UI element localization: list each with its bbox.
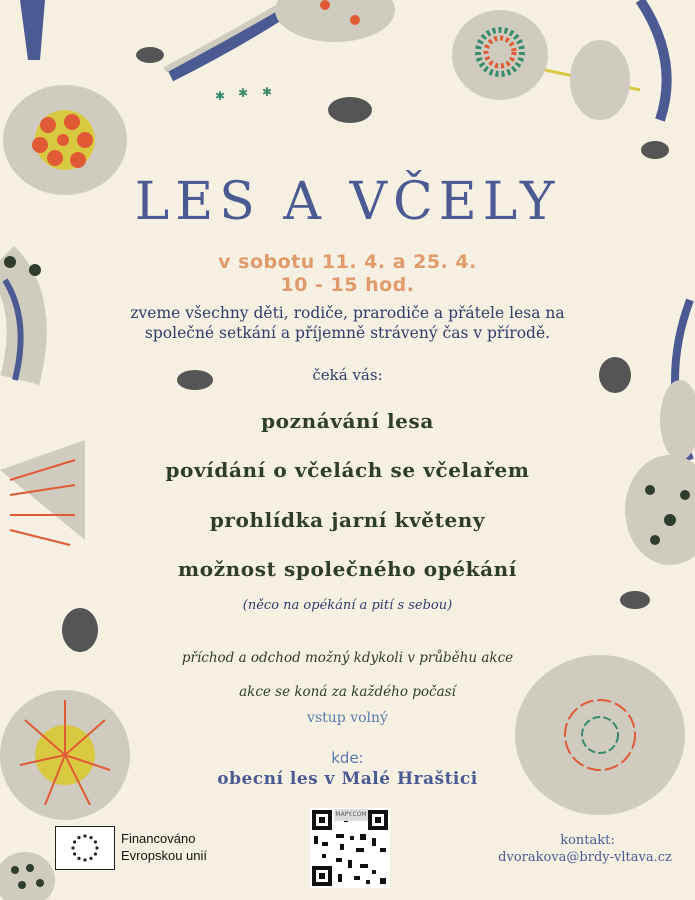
location-label: kde: [331, 749, 364, 767]
eu-funding-line-2: Evropskou unií [121, 848, 207, 863]
seed-pod-top [275, 0, 395, 42]
invitation-line-2: společné setkání a příjemně strávený čas v přírodě. [144, 324, 551, 342]
eu-funding-line-1: Financováno [121, 831, 196, 846]
svg-text:✱: ✱ [238, 86, 249, 100]
location-name: obecní les v Malé Hraštici [217, 769, 478, 789]
activity-item: možnost společného opékání [178, 557, 517, 581]
small-stars [215, 85, 272, 103]
event-time: 10 - 15 hod. [280, 274, 415, 296]
eu-flag-icon [55, 826, 115, 870]
top-left-stem [20, 0, 45, 60]
invitation-line-1: zveme všechny děti, rodiče, prarodiče a přátele lesa na [130, 304, 565, 322]
poster-title: LES A VČELY [134, 172, 561, 232]
arrival-note: příchod a odchod možný kdykoli v průběhu akce [181, 650, 514, 666]
qr-badge: MAPY.COM [334, 809, 368, 821]
flower-bottom-right [515, 655, 685, 815]
svg-text:✱: ✱ [215, 89, 226, 103]
dots-bottom-left [0, 852, 55, 900]
event-dates: v sobotu 11. 4. a 25. 4. [218, 251, 477, 273]
eu-funding-logo [55, 826, 225, 874]
entry-note: vstup volný [307, 710, 388, 726]
weather-note: akce se koná za každého počasí [239, 684, 456, 700]
contact-email[interactable]: dvorakova@brdy-vltava.cz [498, 850, 672, 865]
svg-text:✱: ✱ [262, 85, 273, 99]
flower-top-right [452, 10, 548, 100]
activity-item: poznávání lesa [261, 409, 434, 433]
activity-item: prohlídka jarní květeny [209, 508, 486, 532]
contact-label: kontakt: [560, 833, 615, 848]
bring-note: (něco na opékání a pití s sebou) [242, 598, 453, 613]
invitation-text [0, 303, 695, 343]
activity-item: povídání o včelách se včelařem [165, 458, 530, 482]
eu-funding-text [121, 830, 207, 864]
top-right-stem [640, 0, 667, 120]
awaits-label: čeká vás: [312, 366, 383, 384]
